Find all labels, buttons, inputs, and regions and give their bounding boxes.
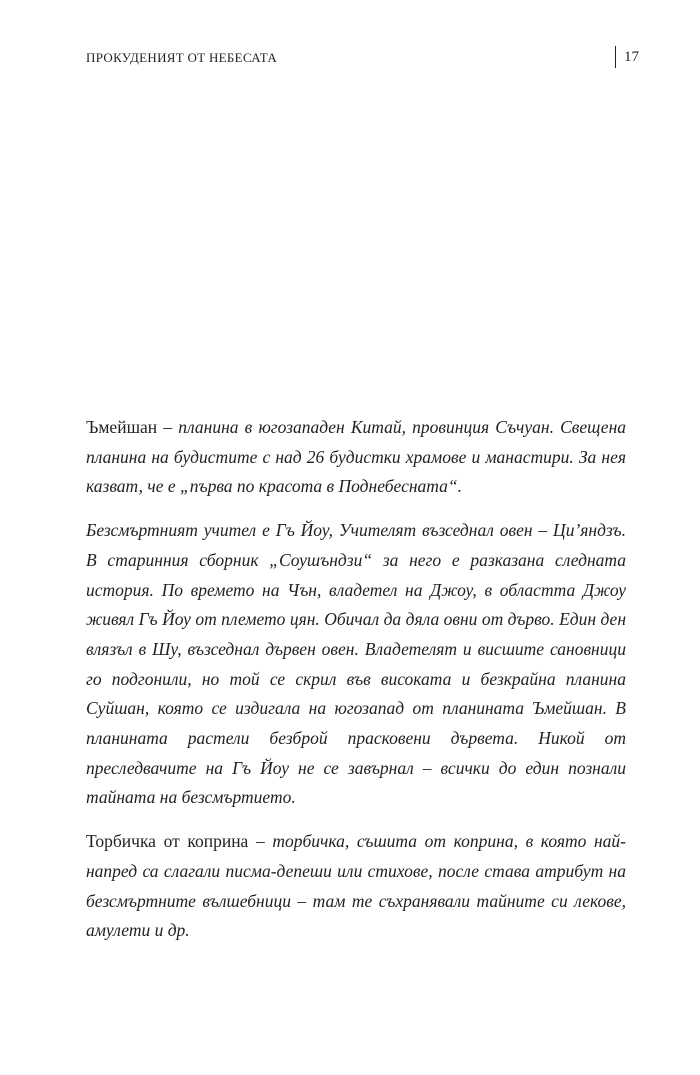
page-number: 17 — [624, 49, 639, 65]
running-title: ПРОКУДЕНИЯТ ОТ НЕБЕСАТА — [86, 50, 278, 65]
notes-section — [86, 413, 626, 960]
running-header — [86, 46, 638, 68]
note-emeishan — [86, 413, 626, 502]
note-definition: Безсмъртният учител е Гъ Йоу, Учителят възседнал овен – Ци’яндзъ. В старинния сборник „Соушъндзи“ за него е разказана следната история. По времето на Чън, владетел на Джоу, в областта Джоу живял Гъ Йоу от племето цян. Обичал да дяла овни от дърво. Един ден влязъл в Шу, възседнал дървен овен. Владетелят и висшите сановници го подгонили, но той се скрил във високата и безкрайна планина Суйшан, която се издигала на югозапад от планината Ъмейшан. В планината растели безброй прасковени дървета. Никой от преследвачите на Гъ Йоу не се завърнал – всички до един познали тайната на безсмъртието. — [86, 520, 626, 808]
page-number-rule — [615, 46, 616, 68]
note-term: Торбичка от коприна — [86, 831, 249, 852]
note-silk-pouch — [86, 827, 626, 946]
note-term: Ъмейшан — [86, 417, 158, 437]
note-definition: – торбичка, съшита от коприна, в която най-напред са слагали писма-депеши или стихове, после става атрибут на безсмъртните вълшебници – там те съхранявали тайните си лекове, амулети и др. — [86, 831, 626, 941]
note-definition: – планина в югозападен Китай, провинция Съчуан. Свещена планина на будистите с над 26 будистки храмове и манастири. За нея казват, че е „първа по красота в Поднебесната“. — [86, 417, 627, 497]
note-immortal-teacher — [86, 516, 626, 813]
